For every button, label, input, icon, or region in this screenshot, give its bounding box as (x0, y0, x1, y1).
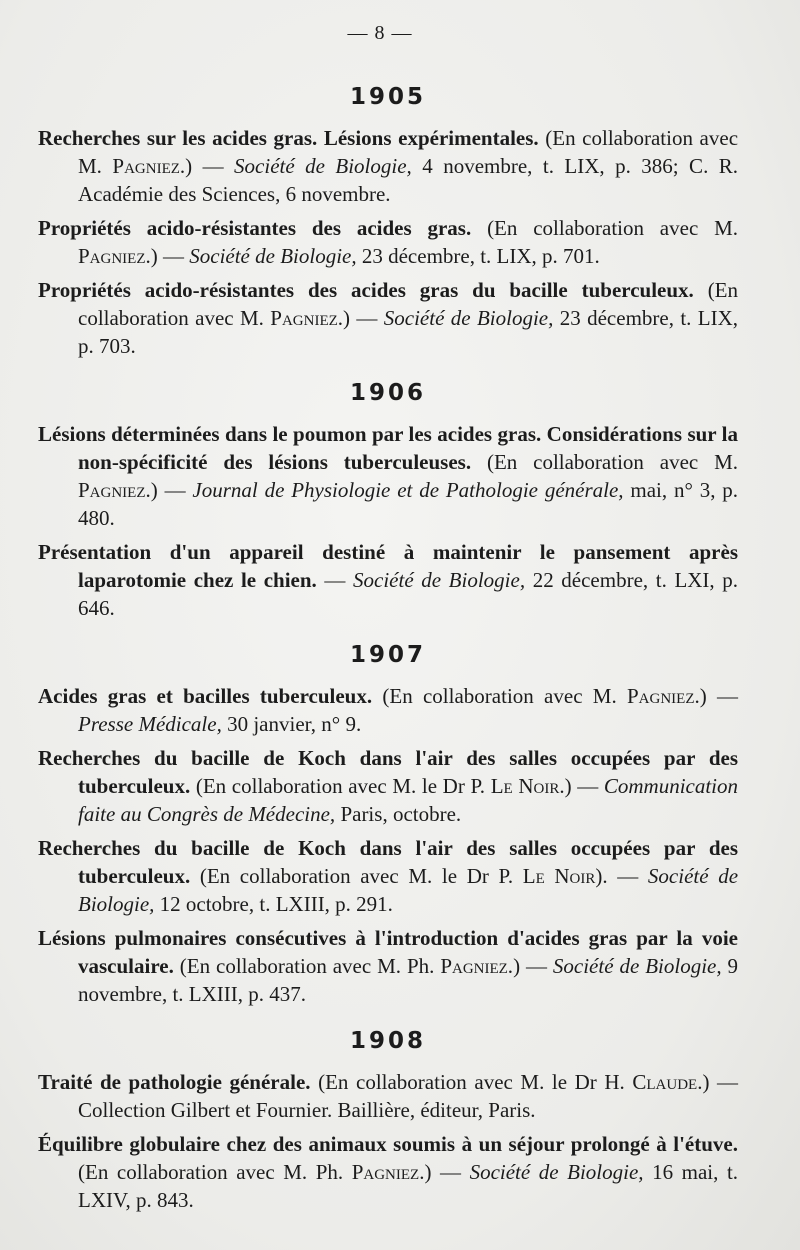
entry-journal: Journal de Physiologie et de Pathologie générale, (192, 478, 624, 502)
entry-collaborator: Pagniez. (270, 306, 344, 330)
entry-collaborator: Pagniez. (78, 478, 151, 502)
entry-collaborator: Pagniez. (78, 244, 151, 268)
entry-collab-prefix: (En collaboration avec M. le Dr P. (199, 864, 514, 888)
entry-collab-prefix: (En collaboration avec M. Ph. (179, 954, 435, 978)
year-heading: 1905 (349, 84, 426, 110)
entry-collaborator: Pagniez. (627, 684, 700, 708)
bibliography-entry (38, 924, 738, 1008)
entry-title: Équilibre globulaire chez des animaux soumis à un séjour prolongé à l'étuve. (38, 1132, 738, 1156)
bibliography-entry (38, 1130, 738, 1214)
entry-title: Présentation d'un appareil destiné à maintenir le pansement après laparotomie chez le chien. (38, 540, 738, 592)
entry-separator: ) — (699, 684, 739, 708)
entry-collaborator: Pagniez. (351, 1160, 425, 1184)
entry-title: Lésions pulmonaires consécutives à l'introduction d'acides gras par la voie vasculaire. (38, 926, 738, 978)
entry-collab-prefix: (En collaboration avec M. (78, 278, 739, 330)
year-heading: 1907 (349, 642, 426, 668)
entry-details: 23 décembre, t. LIX, p. 703. (78, 306, 739, 358)
bibliography-list (38, 78, 738, 1228)
entry-journal: Société de Biologie, (234, 154, 412, 178)
entry-collab-prefix: (En collaboration avec M. (78, 126, 739, 178)
entry-details: 4 novembre, t. LIX, p. 386; C. R. Académie des Sciences, 6 novembre. (78, 154, 739, 206)
entry-details: 12 octobre, t. LXIII, p. 291. (159, 892, 393, 916)
entry-separator: ) — (513, 954, 547, 978)
entry-journal: Communication faite au Congrès de Médecine, (78, 774, 739, 826)
entry-journal: Société de Biologie, (552, 954, 722, 978)
entry-separator: ) — (564, 774, 599, 798)
entry-separator: ) — (185, 154, 224, 178)
entry-title: Traité de pathologie générale. (38, 1070, 311, 1094)
year-heading: 1906 (349, 380, 426, 406)
entry-title: Acides gras et bacilles tuberculeux. (38, 684, 373, 708)
entry-journal: Société de Biologie, (469, 1160, 644, 1184)
entry-details: 30 janvier, n° 9. (227, 712, 362, 736)
entry-collab-prefix: (En collaboration avec M. le Dr P. (195, 774, 486, 798)
entry-journal: Société de Biologie, (189, 244, 357, 268)
entry-collab-prefix: (En collaboration avec M. le Dr H. (318, 1070, 625, 1094)
entry-journal: Société de Biologie, (383, 306, 554, 330)
bibliography-entry (38, 124, 738, 208)
page-number: — 8 — (347, 22, 413, 44)
entry-separator: ). — (595, 864, 639, 888)
bibliography-entry (38, 682, 738, 738)
entry-details: 9 novembre, t. LXIII, p. 437. (78, 954, 739, 1006)
entry-details: — Collection Gilbert et Fournier. Baillière, éditeur, Paris. (78, 1070, 739, 1122)
entry-title: Lésions déterminées dans le poumon par les acides gras. Considérations sur la non-spécificité des lésions tuberculeuses. (38, 422, 738, 474)
bibliography-entry (38, 834, 738, 918)
entry-journal: Société de Biologie, (78, 864, 739, 916)
entry-details: 23 décembre, t. LIX, p. 701. (361, 244, 600, 268)
bibliography-entry (38, 420, 738, 532)
entry-title: Recherches du bacille de Koch dans l'air des salles occupées par des tuberculeux. (38, 836, 738, 888)
entry-details: 16 mai, t. LXIV, p. 843. (78, 1160, 739, 1212)
entry-title: Recherches du bacille de Koch dans l'air des salles occupées par des tuberculeux. (38, 746, 738, 798)
entry-title: Recherches sur les acides gras. Lésions expérimentales. (38, 126, 539, 150)
entry-collaborator: Le Noir. (490, 774, 565, 798)
entry-details: 22 décembre, t. LXI, p. 646. (78, 568, 739, 620)
entry-title: Propriétés acido-résistantes des acides gras. (38, 216, 472, 240)
entry-collaborator: Claude. (632, 1070, 703, 1094)
entry-journal: Presse Médicale, (78, 712, 222, 736)
entry-title: Propriétés acido-résistantes des acides gras du bacille tuberculeux. (38, 278, 694, 302)
entry-details: mai, n° 3, p. 480. (78, 478, 739, 530)
entry-collaborator: Le Noir (522, 864, 596, 888)
entry-collab-prefix: (En collaboration avec M. Ph. (78, 1160, 344, 1184)
bibliography-entry (38, 744, 738, 828)
entry-separator: ) — (424, 1160, 461, 1184)
entry-separator: — (324, 568, 346, 592)
entry-separator: ) (702, 1070, 710, 1094)
year-heading: 1908 (349, 1028, 426, 1054)
bibliography-entry (38, 276, 738, 360)
entry-separator: ) — (343, 306, 378, 330)
entry-collab-prefix: (En collaboration avec M. (382, 684, 617, 708)
entry-collaborator: Pagniez. (440, 954, 514, 978)
entry-collab-prefix: (En collaboration avec M. (487, 216, 739, 240)
bibliography-entry (38, 1068, 738, 1124)
entry-collab-prefix: (En collaboration avec M. (486, 450, 739, 474)
entry-journal: Société de Biologie, (353, 568, 526, 592)
entry-details: Paris, octobre. (340, 802, 462, 826)
entry-collaborator: Pagniez. (112, 154, 186, 178)
bibliography-entry (38, 538, 738, 622)
bibliography-entry (38, 214, 738, 270)
entry-separator: ) — (150, 478, 186, 502)
entry-separator: ) — (150, 244, 184, 268)
